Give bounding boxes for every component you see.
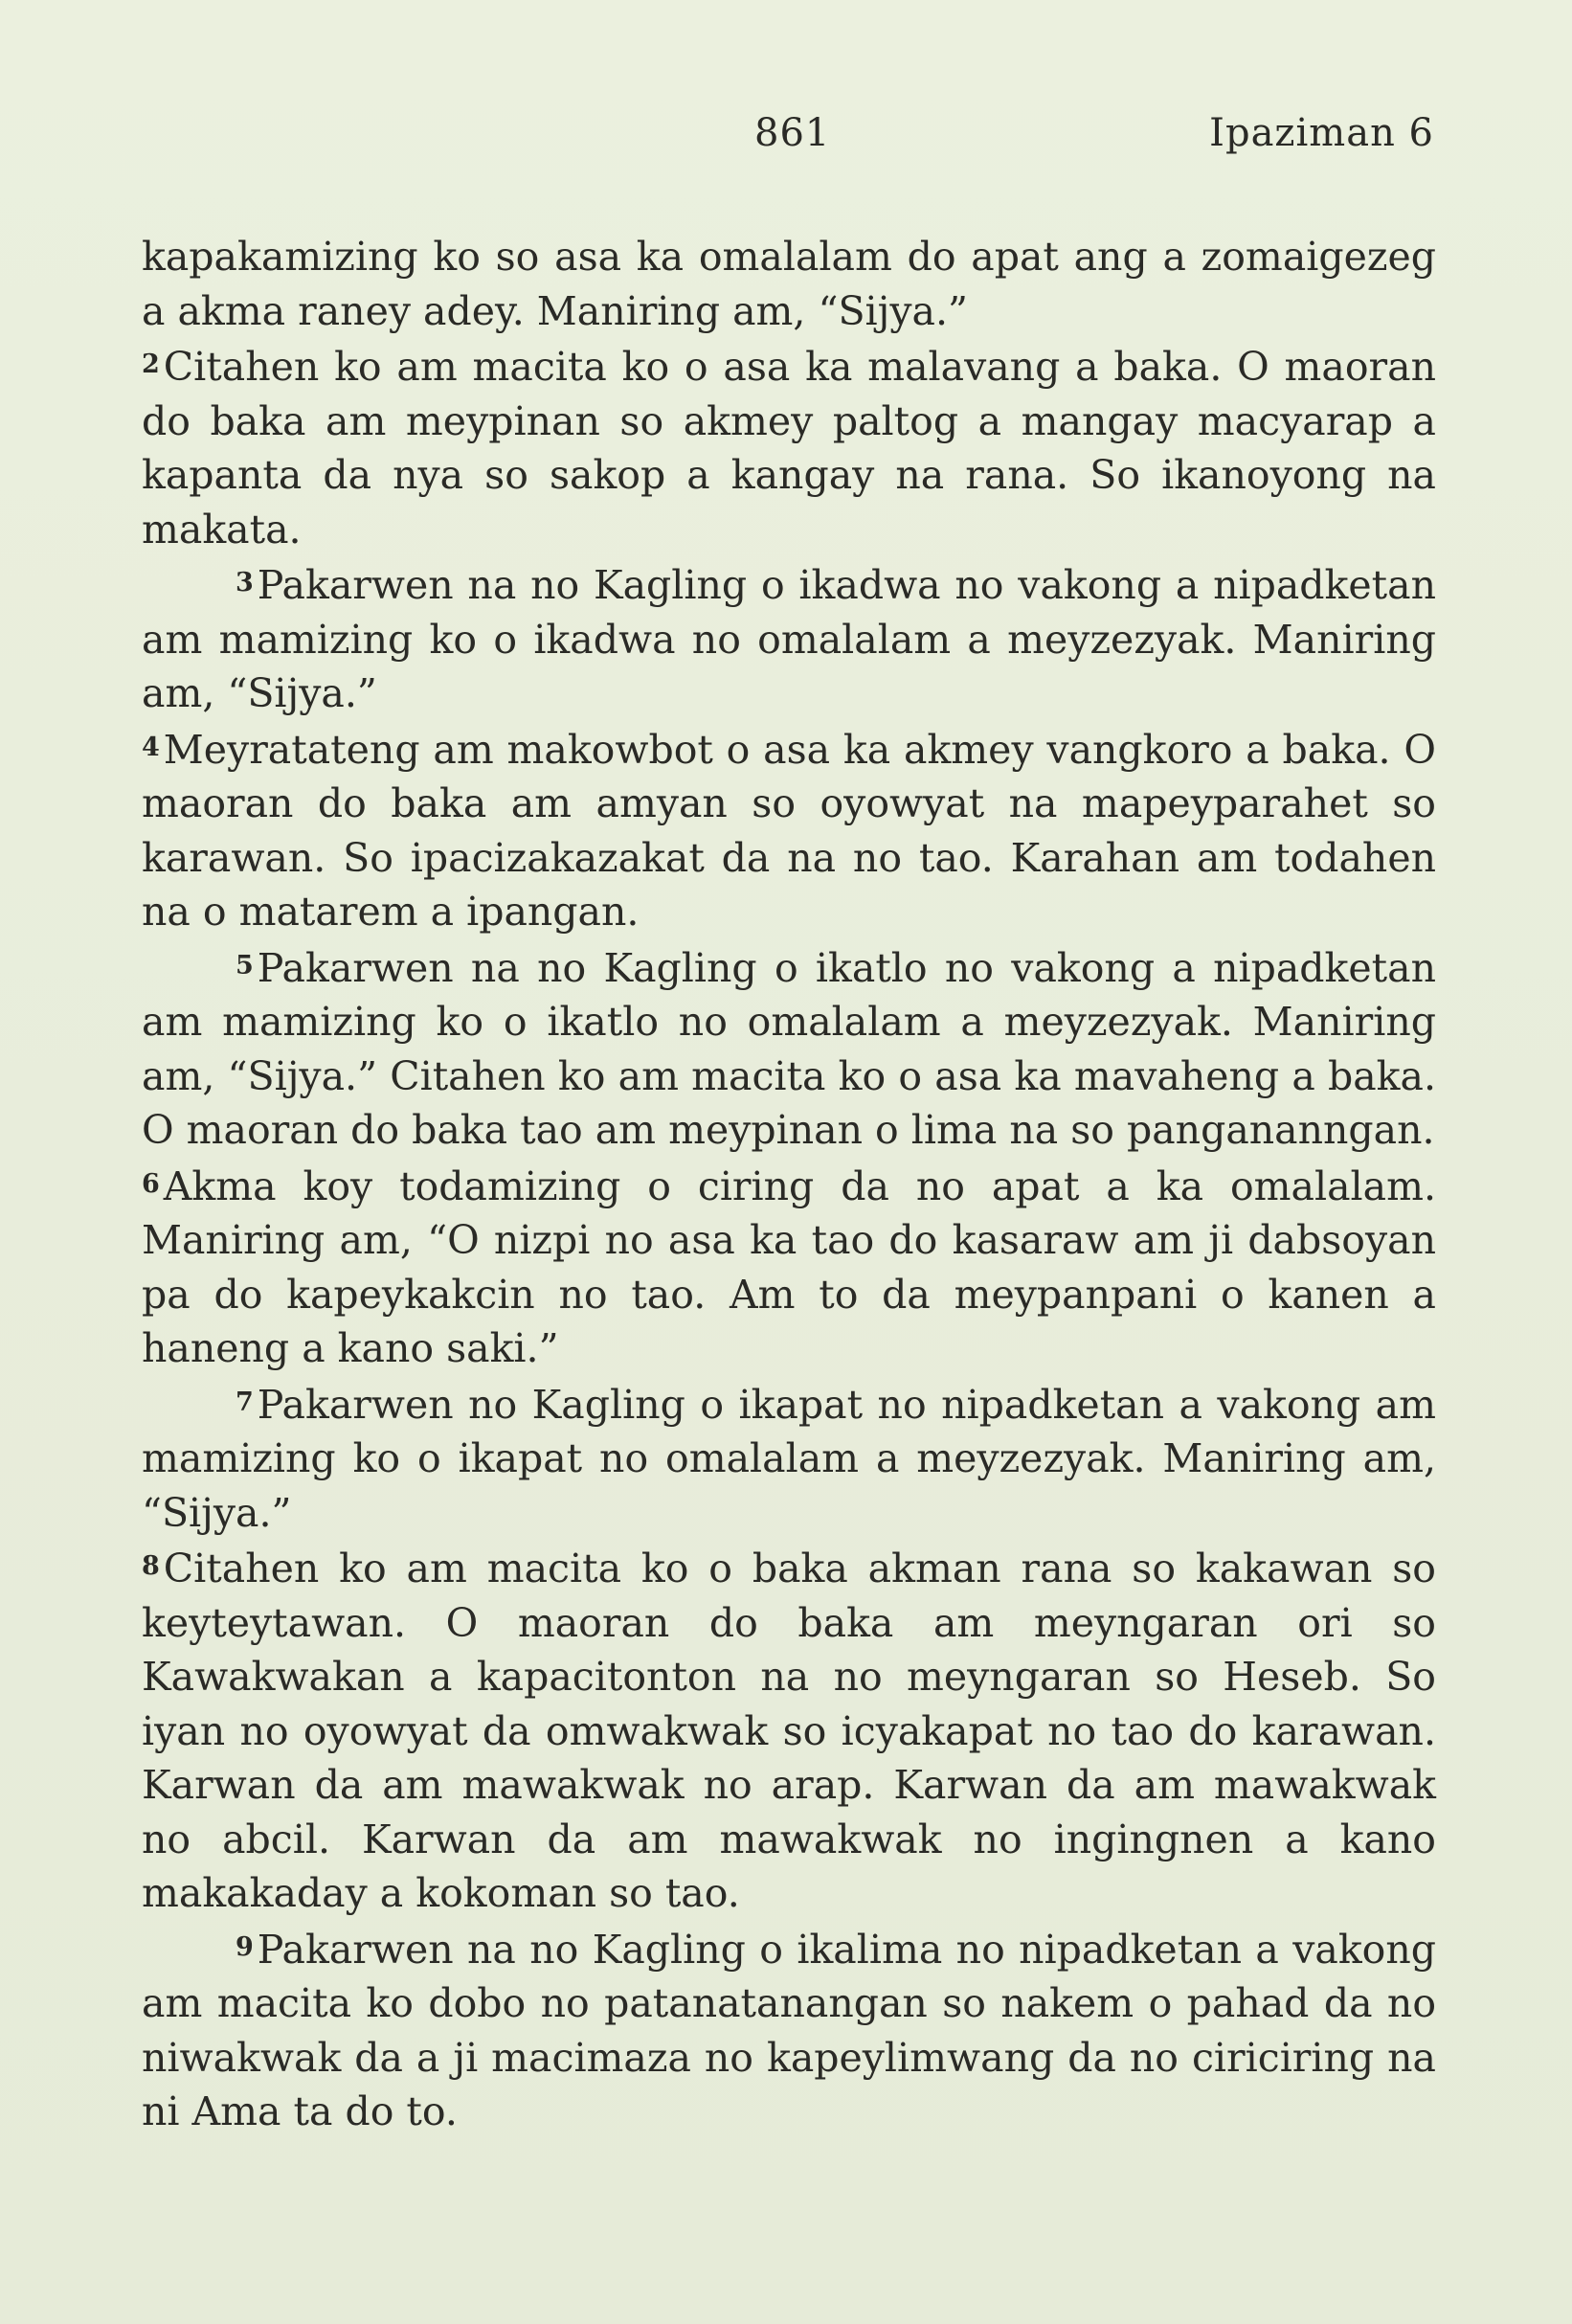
page-number: 861 (754, 111, 831, 155)
paragraph-text: Pakarwen no Kagling o ikapat no nipadketan a vakong am mamizing ko o ikapat no omalalam a meyzezyak. Maniring am, “Sijya.” (142, 1381, 1436, 1536)
verse-paragraph (142, 1158, 1436, 1376)
verse-paragraph (142, 939, 1436, 1158)
verse-number: 2 (142, 350, 160, 379)
verse-paragraph (142, 1540, 1436, 1921)
verse-number: 7 (236, 1387, 254, 1417)
paragraph-text: Meyratateng am makowbot o asa ka akmey vangkoro a baka. O maoran do baka am amyan so oyowyat na mapeyparahet so karawan. So ipacizakazakat da na no tao. Karahan am todahen na o matarem a ipangan. (142, 726, 1436, 935)
verse-paragraph (142, 556, 1436, 721)
verse-paragraph (142, 1376, 1436, 1541)
text-body (142, 230, 1436, 2139)
verse-paragraph (142, 721, 1436, 939)
paragraph-text: Pakarwen na no Kagling o ikatlo no vakong a nipadketan am mamizing ko o ikatlo no omalalam a meyzezyak. Maniring am, “Sijya.” Citahen ko am macita ko o asa ka mavaheng a baka. O maoran do baka tao am meypinan o lima na so pangananngan. (142, 944, 1436, 1153)
paragraph-text: kapakamizing ko so asa ka omalalam do apat ang a zomaigezeg a akma raney adey. Maniring am, “Sijya.” (142, 234, 1436, 334)
verse-number: 5 (236, 950, 254, 981)
verse-number: 9 (236, 1931, 254, 1962)
page-header (0, 111, 1572, 169)
verse-paragraph (142, 338, 1436, 556)
verse-paragraph (142, 1921, 1436, 2139)
paragraph-text: Pakarwen na no Kagling o ikadwa no vakong a nipadketan am mamizing ko o ikadwa no omalalam a meyzezyak. Maniring am, “Sijya.” (142, 562, 1436, 716)
paragraph-text: Akma koy todamizing o ciring da no apat a ka omalalam. Maniring am, “O nizpi no asa ka tao do kasaraw am ji dabsoyan pa do kapeykakcin no tao. Am to da meypanpani o kanen a haneng a kano saki.” (142, 1162, 1436, 1371)
verse-number: 4 (142, 732, 160, 762)
paragraph-text: Citahen ko am macita ko o baka akman rana so kakawan so keyteytawan. O maoran do baka am meyngaran ori so Kawakwakan a kapacitonton na no meyngaran so Heseb. So iyan no oyowyat da omwakwak so icyakapat no tao do karawan. Karwan da am mawakwak no arap. Karwan da am mawakwak no abcil. Karwan da am mawakwak no ingingnen a kano makakaday a kokoman so tao. (142, 1546, 1436, 1916)
paragraph-text: Citahen ko am macita ko o asa ka malavang a baka. O maoran do baka am meypinan so akmey paltog a mangay macyarap a kapanta da nya so sakop a kangay na rana. So ikanoyong na makata. (142, 344, 1436, 553)
paragraph-continuation (142, 230, 1436, 338)
running-head: Ipaziman 6 (1209, 111, 1434, 155)
verse-number: 8 (142, 1551, 160, 1581)
verse-number: 3 (236, 568, 254, 598)
paragraph-text: Pakarwen na no Kagling o ikalima no nipadketan a vakong am macita ko dobo no patanatanangan so nakem o pahad da no niwakwak da a ji macimaza no kapeylimwang da no ciriciring na ni Ama ta do to. (142, 1926, 1436, 2134)
verse-number: 6 (142, 1168, 160, 1199)
